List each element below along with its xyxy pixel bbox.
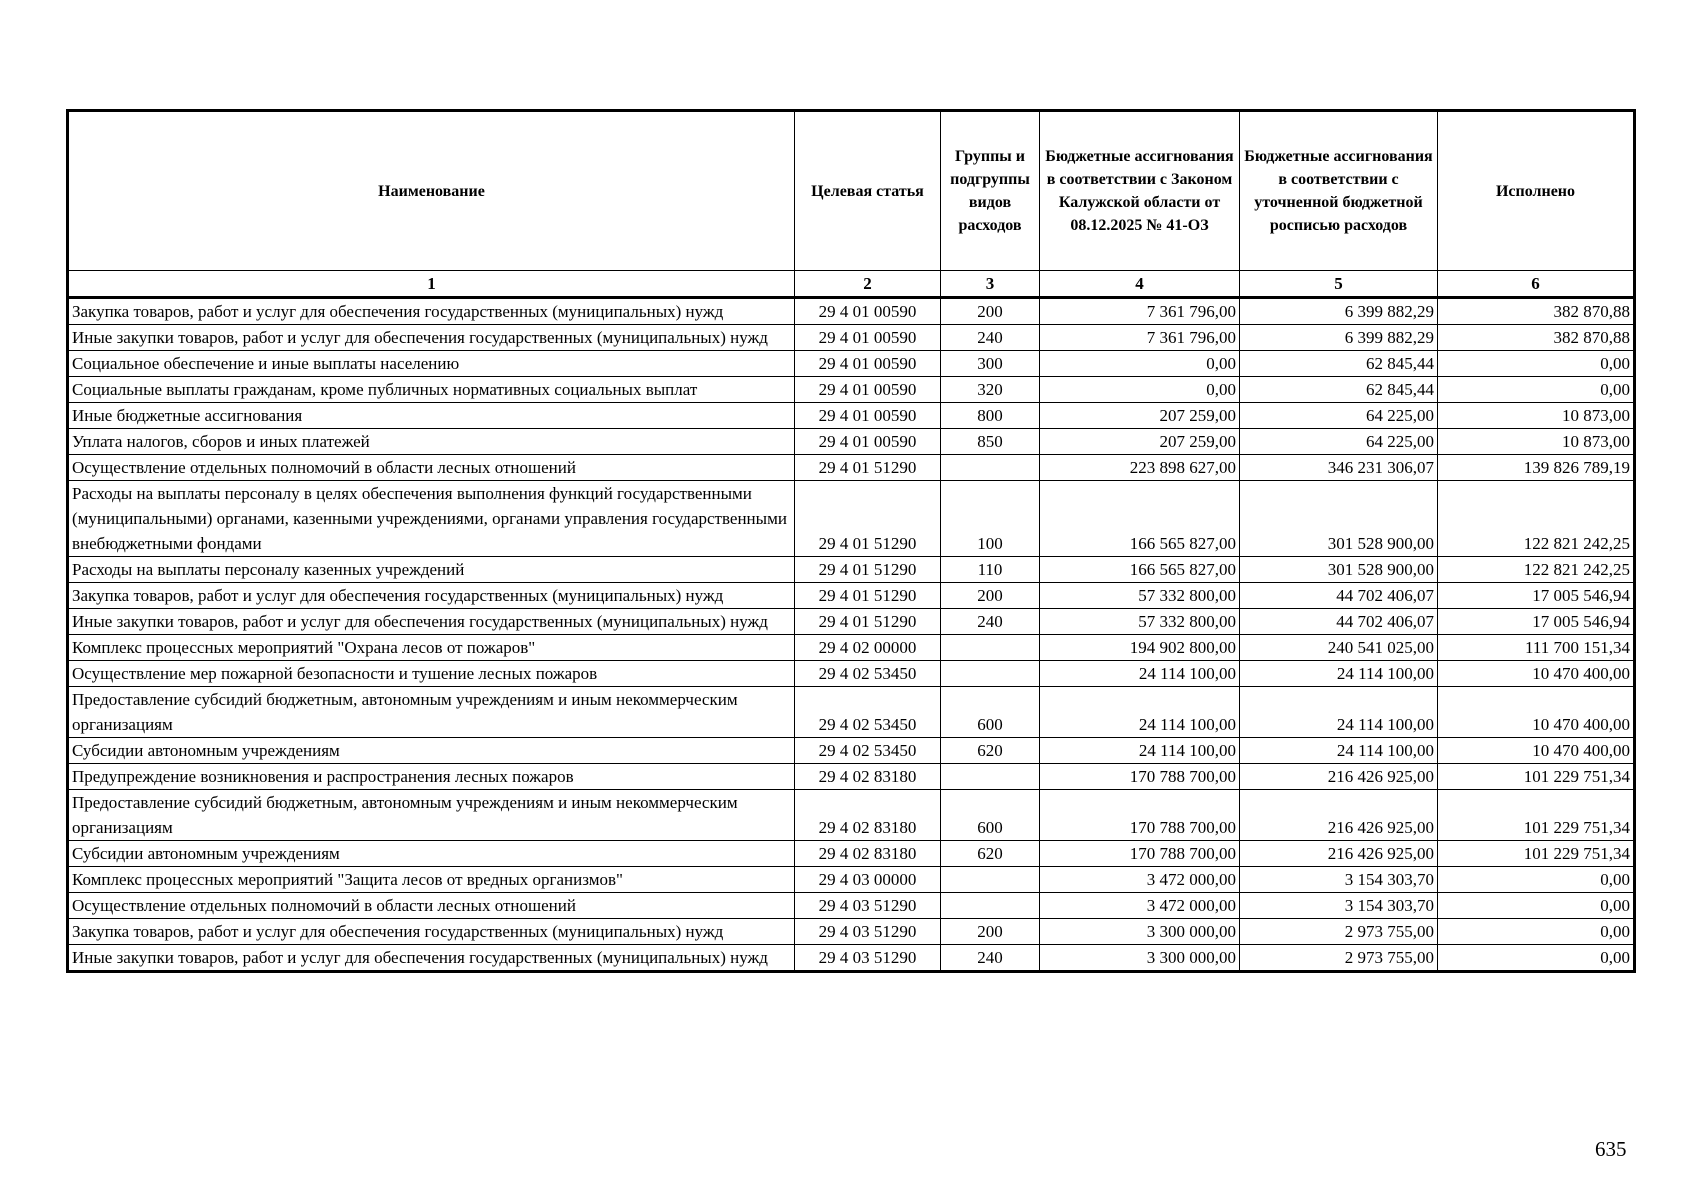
row-expense-group: 240	[941, 945, 1040, 972]
row-law-allocation: 194 902 800,00	[1040, 635, 1240, 661]
header-schedule-allocations: Бюджетные ассигнования в соответствии с уточненной бюджетной росписью расходов	[1240, 111, 1438, 271]
row-expense-group: 200	[941, 583, 1040, 609]
row-target-article: 29 4 01 00590	[795, 351, 941, 377]
table-row	[68, 429, 1635, 455]
row-schedule-allocation: 346 231 306,07	[1240, 455, 1438, 481]
row-expense-group: 200	[941, 298, 1040, 325]
header-law-allocations: Бюджетные ассигнования в соответствии с Законом Калужской области от 08.12.2025 № 41-ОЗ	[1040, 111, 1240, 271]
row-target-article: 29 4 02 83180	[795, 790, 941, 841]
row-name: Уплата налогов, сборов и иных платежей	[68, 429, 795, 455]
row-name: Социальные выплаты гражданам, кроме публичных нормативных социальных выплат	[68, 377, 795, 403]
column-number: 1	[68, 271, 795, 298]
row-expense-group: 620	[941, 738, 1040, 764]
table-row	[68, 481, 1635, 557]
row-target-article: 29 4 01 51290	[795, 557, 941, 583]
row-executed: 382 870,88	[1438, 298, 1635, 325]
row-target-article: 29 4 01 00590	[795, 403, 941, 429]
row-expense-group: 320	[941, 377, 1040, 403]
row-name: Комплекс процессных мероприятий "Охрана лесов от пожаров"	[68, 635, 795, 661]
row-schedule-allocation: 64 225,00	[1240, 429, 1438, 455]
row-law-allocation: 57 332 800,00	[1040, 583, 1240, 609]
row-schedule-allocation: 6 399 882,29	[1240, 298, 1438, 325]
row-executed: 17 005 546,94	[1438, 609, 1635, 635]
table-row	[68, 351, 1635, 377]
table-row	[68, 867, 1635, 893]
row-law-allocation: 3 300 000,00	[1040, 919, 1240, 945]
row-executed: 0,00	[1438, 377, 1635, 403]
row-expense-group: 600	[941, 790, 1040, 841]
row-schedule-allocation: 24 114 100,00	[1240, 738, 1438, 764]
row-expense-group	[941, 867, 1040, 893]
row-law-allocation: 24 114 100,00	[1040, 661, 1240, 687]
row-name: Осуществление отдельных полномочий в области лесных отношений	[68, 455, 795, 481]
row-expense-group: 240	[941, 325, 1040, 351]
table-row	[68, 790, 1635, 841]
column-number: 3	[941, 271, 1040, 298]
row-name: Расходы на выплаты персоналу в целях обеспечения выполнения функций государственными (муниципальными) органами, казенными учреждениями, органами управления государственными внебюджетными фондами	[68, 481, 795, 557]
row-executed: 0,00	[1438, 893, 1635, 919]
table-row	[68, 893, 1635, 919]
header-row	[68, 111, 1635, 271]
row-executed: 0,00	[1438, 919, 1635, 945]
row-executed: 0,00	[1438, 351, 1635, 377]
row-schedule-allocation: 2 973 755,00	[1240, 945, 1438, 972]
row-expense-group: 110	[941, 557, 1040, 583]
row-schedule-allocation: 44 702 406,07	[1240, 583, 1438, 609]
row-expense-group: 800	[941, 403, 1040, 429]
row-schedule-allocation: 62 845,44	[1240, 351, 1438, 377]
row-law-allocation: 166 565 827,00	[1040, 481, 1240, 557]
row-law-allocation: 170 788 700,00	[1040, 790, 1240, 841]
row-law-allocation: 166 565 827,00	[1040, 557, 1240, 583]
table-row	[68, 841, 1635, 867]
row-executed: 10 873,00	[1438, 403, 1635, 429]
table-row	[68, 609, 1635, 635]
row-schedule-allocation: 301 528 900,00	[1240, 481, 1438, 557]
row-name: Предупреждение возникновения и распространения лесных пожаров	[68, 764, 795, 790]
row-name: Иные бюджетные ассигнования	[68, 403, 795, 429]
table-row	[68, 557, 1635, 583]
row-executed: 122 821 242,25	[1438, 557, 1635, 583]
row-law-allocation: 0,00	[1040, 351, 1240, 377]
row-schedule-allocation: 3 154 303,70	[1240, 867, 1438, 893]
row-executed: 101 229 751,34	[1438, 790, 1635, 841]
row-schedule-allocation: 64 225,00	[1240, 403, 1438, 429]
table-row	[68, 661, 1635, 687]
row-law-allocation: 24 114 100,00	[1040, 738, 1240, 764]
column-number-row	[68, 271, 1635, 298]
row-law-allocation: 170 788 700,00	[1040, 841, 1240, 867]
row-name: Субсидии автономным учреждениям	[68, 738, 795, 764]
row-target-article: 29 4 01 51290	[795, 583, 941, 609]
row-schedule-allocation: 3 154 303,70	[1240, 893, 1438, 919]
row-expense-group: 240	[941, 609, 1040, 635]
row-target-article: 29 4 02 83180	[795, 764, 941, 790]
table-row	[68, 919, 1635, 945]
table-row	[68, 687, 1635, 738]
row-law-allocation: 0,00	[1040, 377, 1240, 403]
row-name: Осуществление отдельных полномочий в области лесных отношений	[68, 893, 795, 919]
row-executed: 10 470 400,00	[1438, 738, 1635, 764]
row-executed: 382 870,88	[1438, 325, 1635, 351]
row-expense-group	[941, 764, 1040, 790]
row-schedule-allocation: 24 114 100,00	[1240, 661, 1438, 687]
row-name: Социальное обеспечение и иные выплаты населению	[68, 351, 795, 377]
row-name: Иные закупки товаров, работ и услуг для обеспечения государственных (муниципальных) нужд	[68, 609, 795, 635]
row-name: Комплекс процессных мероприятий "Защита лесов от вредных организмов"	[68, 867, 795, 893]
row-expense-group	[941, 661, 1040, 687]
row-expense-group: 620	[941, 841, 1040, 867]
row-name: Закупка товаров, работ и услуг для обеспечения государственных (муниципальных) нужд	[68, 919, 795, 945]
table-body	[68, 298, 1635, 972]
row-name: Предоставление субсидий бюджетным, автономным учреждениям и иным некоммерческим организациям	[68, 687, 795, 738]
row-law-allocation: 3 472 000,00	[1040, 893, 1240, 919]
table-row	[68, 455, 1635, 481]
row-executed: 111 700 151,34	[1438, 635, 1635, 661]
row-expense-group: 850	[941, 429, 1040, 455]
row-expense-group	[941, 455, 1040, 481]
row-schedule-allocation: 240 541 025,00	[1240, 635, 1438, 661]
row-law-allocation: 170 788 700,00	[1040, 764, 1240, 790]
table-row	[68, 298, 1635, 325]
row-law-allocation: 57 332 800,00	[1040, 609, 1240, 635]
row-schedule-allocation: 24 114 100,00	[1240, 687, 1438, 738]
row-executed: 17 005 546,94	[1438, 583, 1635, 609]
row-executed: 101 229 751,34	[1438, 764, 1635, 790]
row-target-article: 29 4 03 51290	[795, 919, 941, 945]
row-law-allocation: 7 361 796,00	[1040, 325, 1240, 351]
row-name: Иные закупки товаров, работ и услуг для обеспечения государственных (муниципальных) нужд	[68, 325, 795, 351]
column-number: 2	[795, 271, 941, 298]
table-row	[68, 325, 1635, 351]
table-row	[68, 738, 1635, 764]
header-name: Наименование	[68, 111, 795, 271]
row-target-article: 29 4 01 51290	[795, 455, 941, 481]
row-schedule-allocation: 2 973 755,00	[1240, 919, 1438, 945]
row-expense-group	[941, 893, 1040, 919]
row-name: Закупка товаров, работ и услуг для обеспечения государственных (муниципальных) нужд	[68, 298, 795, 325]
row-target-article: 29 4 01 51290	[795, 481, 941, 557]
row-executed: 139 826 789,19	[1438, 455, 1635, 481]
row-name: Иные закупки товаров, работ и услуг для обеспечения государственных (муниципальных) нужд	[68, 945, 795, 972]
row-law-allocation: 7 361 796,00	[1040, 298, 1240, 325]
row-target-article: 29 4 03 51290	[795, 893, 941, 919]
row-target-article: 29 4 01 00590	[795, 325, 941, 351]
row-executed: 10 470 400,00	[1438, 661, 1635, 687]
table-row	[68, 403, 1635, 429]
column-number: 6	[1438, 271, 1635, 298]
row-target-article: 29 4 01 00590	[795, 429, 941, 455]
row-schedule-allocation: 62 845,44	[1240, 377, 1438, 403]
row-expense-group: 600	[941, 687, 1040, 738]
budget-table-page	[66, 109, 1633, 973]
row-schedule-allocation: 216 426 925,00	[1240, 764, 1438, 790]
row-target-article: 29 4 02 83180	[795, 841, 941, 867]
row-schedule-allocation: 6 399 882,29	[1240, 325, 1438, 351]
row-law-allocation: 207 259,00	[1040, 429, 1240, 455]
table-row	[68, 377, 1635, 403]
column-number: 5	[1240, 271, 1438, 298]
row-name: Осуществление мер пожарной безопасности и тушение лесных пожаров	[68, 661, 795, 687]
table-row	[68, 945, 1635, 972]
table-row	[68, 583, 1635, 609]
row-name: Закупка товаров, работ и услуг для обеспечения государственных (муниципальных) нужд	[68, 583, 795, 609]
row-target-article: 29 4 02 53450	[795, 738, 941, 764]
header-executed: Исполнено	[1438, 111, 1635, 271]
row-name: Субсидии автономным учреждениям	[68, 841, 795, 867]
row-schedule-allocation: 216 426 925,00	[1240, 790, 1438, 841]
row-expense-group: 200	[941, 919, 1040, 945]
row-expense-group: 100	[941, 481, 1040, 557]
row-name: Предоставление субсидий бюджетным, автономным учреждениям и иным некоммерческим организациям	[68, 790, 795, 841]
header-target-article: Целевая статья	[795, 111, 941, 271]
row-law-allocation: 3 300 000,00	[1040, 945, 1240, 972]
row-target-article: 29 4 01 00590	[795, 377, 941, 403]
row-expense-group	[941, 635, 1040, 661]
row-target-article: 29 4 02 00000	[795, 635, 941, 661]
row-law-allocation: 24 114 100,00	[1040, 687, 1240, 738]
row-schedule-allocation: 301 528 900,00	[1240, 557, 1438, 583]
row-law-allocation: 3 472 000,00	[1040, 867, 1240, 893]
row-schedule-allocation: 44 702 406,07	[1240, 609, 1438, 635]
row-executed: 0,00	[1438, 867, 1635, 893]
table-row	[68, 764, 1635, 790]
row-executed: 0,00	[1438, 945, 1635, 972]
row-target-article: 29 4 02 53450	[795, 687, 941, 738]
header-expense-groups: Группы и подгруппы видов расходов	[941, 111, 1040, 271]
row-name: Расходы на выплаты персоналу казенных учреждений	[68, 557, 795, 583]
column-number: 4	[1040, 271, 1240, 298]
budget-table	[66, 109, 1636, 973]
row-schedule-allocation: 216 426 925,00	[1240, 841, 1438, 867]
row-law-allocation: 223 898 627,00	[1040, 455, 1240, 481]
row-executed: 10 470 400,00	[1438, 687, 1635, 738]
row-law-allocation: 207 259,00	[1040, 403, 1240, 429]
row-executed: 101 229 751,34	[1438, 841, 1635, 867]
table-row	[68, 635, 1635, 661]
row-executed: 122 821 242,25	[1438, 481, 1635, 557]
row-target-article: 29 4 02 53450	[795, 661, 941, 687]
page-number: 635	[1595, 1137, 1627, 1161]
row-target-article: 29 4 03 51290	[795, 945, 941, 972]
row-target-article: 29 4 01 00590	[795, 298, 941, 325]
row-target-article: 29 4 01 51290	[795, 609, 941, 635]
row-target-article: 29 4 03 00000	[795, 867, 941, 893]
row-expense-group: 300	[941, 351, 1040, 377]
row-executed: 10 873,00	[1438, 429, 1635, 455]
